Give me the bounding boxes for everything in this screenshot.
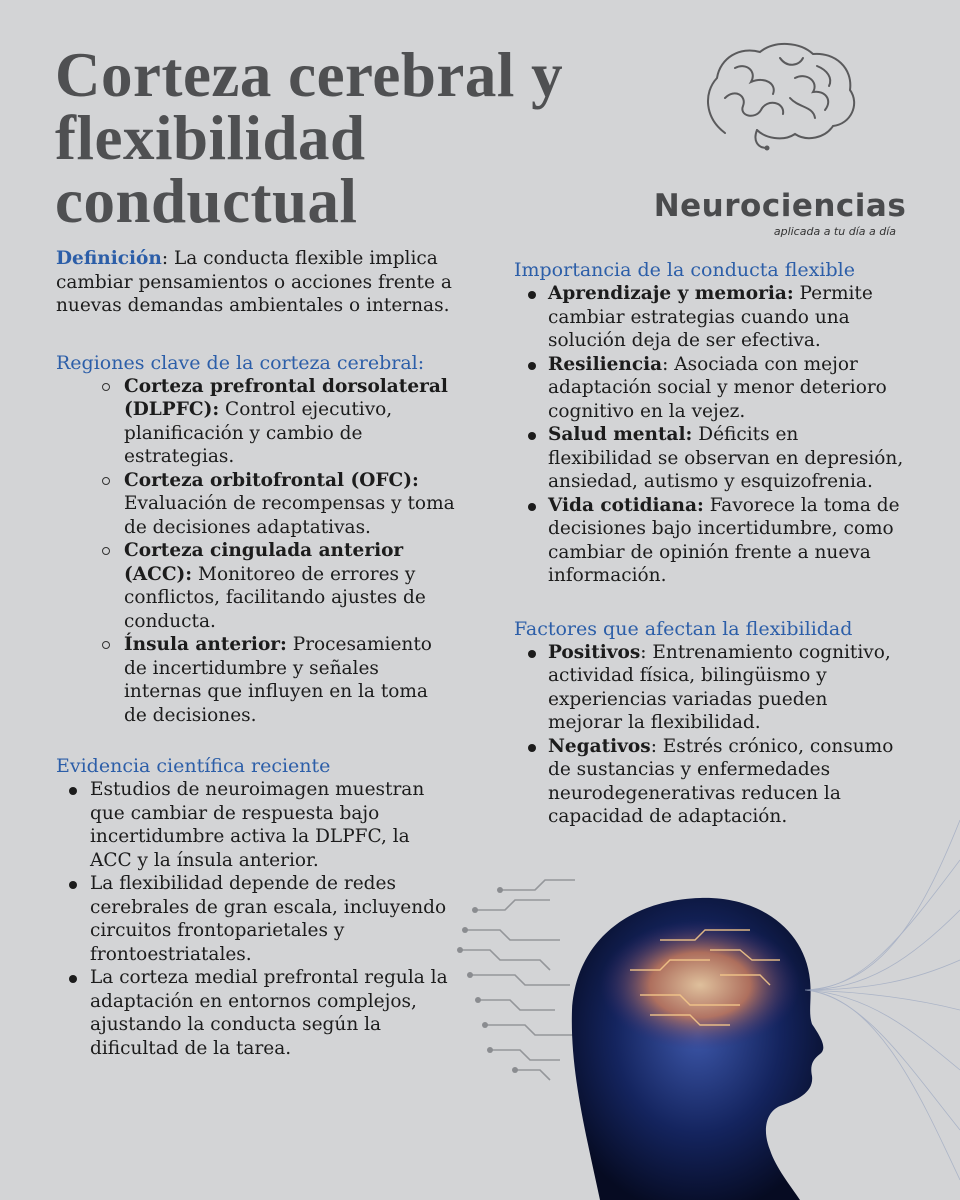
item-text: Permite cambiar estrategias cuando una solución deja de ser efectiva. [548,283,873,351]
list-item [514,494,904,588]
definition-text: : La conducta flexible implica cambiar pensamientos o acciones frente a nuevas demandas ambientales o internas. [56,248,452,316]
brand-tagline: aplicada a tu día a día [773,225,896,238]
item-term: Aprendizaje y memoria: [548,283,794,304]
item-term: Vida cotidiana: [548,494,704,516]
evidence-list [56,778,456,1060]
item-text: : Asociada con mejor adaptación social y menor deterioro cognitivo en la vejez. [548,353,887,422]
brain-outline-icon [695,38,865,153]
regions-heading: Regiones clave de la corteza cerebral: [56,351,425,374]
left-column [56,247,456,1060]
item-text: : Entrenamiento cognitivo, actividad física, bilingüismo y experiencias variadas pueden mejorar la flexibilidad. [548,641,891,733]
item-text: Monitoreo de errores y conflictos, facilitando ajustes de conducta. [124,563,426,632]
list-item [514,641,904,735]
definition [56,247,456,318]
item-term: Negativos [548,735,651,757]
list-item [102,539,456,633]
item-term: Salud mental: [548,424,693,445]
evidence-heading: Evidencia científica reciente [56,755,331,777]
definition-label: Definición [56,248,162,269]
item-term: Ínsula anterior: [124,634,287,655]
page-title: Corteza cerebral y flexibilidad conductual [55,40,564,236]
item-term: Corteza orbitofrontal (OFC): [124,469,419,491]
factors-heading: Factores que afectan la flexibilidad [514,617,853,640]
item-text: Favorece la toma de decisiones bajo incertidumbre, como cambiar de opinión frente a nueva información. [548,494,900,586]
list-item [514,353,904,424]
right-column [514,259,904,829]
regions-list [102,375,456,728]
item-text: : Estrés crónico, consumo de sustancias y enfermedades neurodegenerativas reducen la capacidad de adaptación. [548,735,894,827]
item-term: Resiliencia [548,353,663,375]
brand-logo [650,38,910,243]
item-text: Evaluación de recompensas y toma de decisiones adaptativas. [124,493,455,538]
importance-list [514,282,904,588]
item-text: Déficits en flexibilidad se observan en depresión, ansiedad, autismo y esquizofrenia. [548,424,904,492]
list-item: La corteza medial prefrontal regula la adaptación en entornos complejos, ajustando la conducta según la dificultad de la tarea. [56,966,456,1060]
item-term: Corteza cingulada anterior (ACC): [124,540,404,585]
list-item [514,735,904,829]
item-term: Corteza prefrontal dorsolateral (DLPFC): [124,375,448,420]
list-item [514,423,904,494]
list-item [102,375,456,469]
item-text: Control ejecutivo, planificación y cambio de estrategias. [124,399,393,467]
list-item: La flexibilidad depende de redes cerebrales de gran escala, incluyendo circuitos frontoparietales y frontoestriatales. [56,872,456,966]
list-item [102,633,456,727]
importance-heading: Importancia de la conducta flexible [514,259,855,281]
brand-name: Neurociencias [653,188,907,224]
list-item: Estudios de neuroimagen muestran que cambiar de respuesta bajo incertidumbre activa la DLPFC, la ACC y la ínsula anterior. [56,778,456,872]
list-item [102,469,456,540]
factors-list [514,641,904,829]
item-term: Positivos [548,641,641,663]
item-text: Procesamiento de incertidumbre y señales internas que influyen en la toma de decisiones. [124,634,432,726]
list-item [514,282,904,353]
